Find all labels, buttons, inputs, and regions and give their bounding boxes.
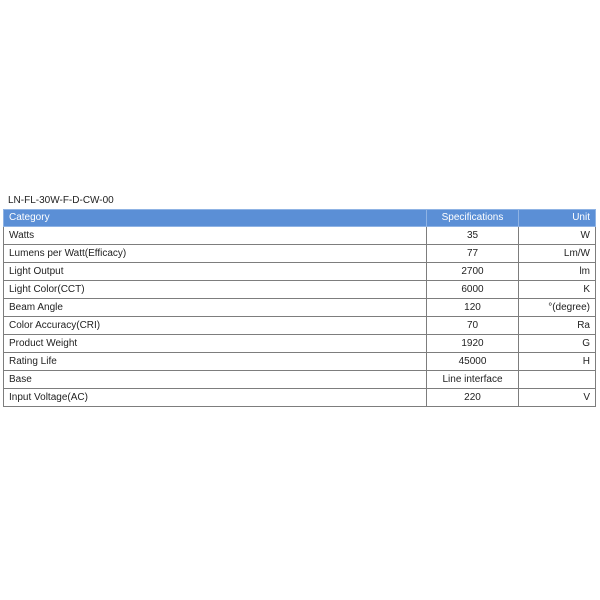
row-value: 120 — [427, 299, 519, 317]
table-row — [4, 263, 596, 281]
row-category: Lumens per Watt(Efficacy) — [4, 245, 427, 263]
row-category: Product Weight — [4, 335, 427, 353]
row-category: Base — [4, 371, 427, 389]
row-unit: W — [519, 227, 596, 245]
row-value: 2700 — [427, 263, 519, 281]
row-category: Light Color(CCT) — [4, 281, 427, 299]
row-value: 220 — [427, 389, 519, 407]
table-row — [4, 245, 596, 263]
row-value: 6000 — [427, 281, 519, 299]
row-value: 77 — [427, 245, 519, 263]
table-row — [4, 371, 596, 389]
specifications-table — [3, 209, 596, 407]
row-category: Beam Angle — [4, 299, 427, 317]
table-header-row — [4, 210, 596, 227]
table-row — [4, 335, 596, 353]
row-unit: K — [519, 281, 596, 299]
row-unit: Ra — [519, 317, 596, 335]
table-row — [4, 281, 596, 299]
row-unit: H — [519, 353, 596, 371]
product-model-title: LN-FL-30W-F-D-CW-00 — [8, 195, 114, 206]
table-row — [4, 353, 596, 371]
row-value: 1920 — [427, 335, 519, 353]
row-category: Input Voltage(AC) — [4, 389, 427, 407]
table-row — [4, 299, 596, 317]
header-unit: Unit — [519, 210, 596, 227]
row-category: Watts — [4, 227, 427, 245]
header-specifications: Specifications — [427, 210, 519, 227]
header-category: Category — [4, 210, 427, 227]
row-value: Line interface — [427, 371, 519, 389]
table-row — [4, 389, 596, 407]
row-category: Rating Life — [4, 353, 427, 371]
table-row — [4, 317, 596, 335]
row-unit: °(degree) — [519, 299, 596, 317]
row-unit: Lm/W — [519, 245, 596, 263]
row-value: 70 — [427, 317, 519, 335]
row-unit: lm — [519, 263, 596, 281]
row-unit — [519, 371, 596, 389]
row-category: Color Accuracy(CRI) — [4, 317, 427, 335]
row-unit: G — [519, 335, 596, 353]
row-category: Light Output — [4, 263, 427, 281]
table-row — [4, 227, 596, 245]
row-value: 45000 — [427, 353, 519, 371]
row-unit: V — [519, 389, 596, 407]
row-value: 35 — [427, 227, 519, 245]
